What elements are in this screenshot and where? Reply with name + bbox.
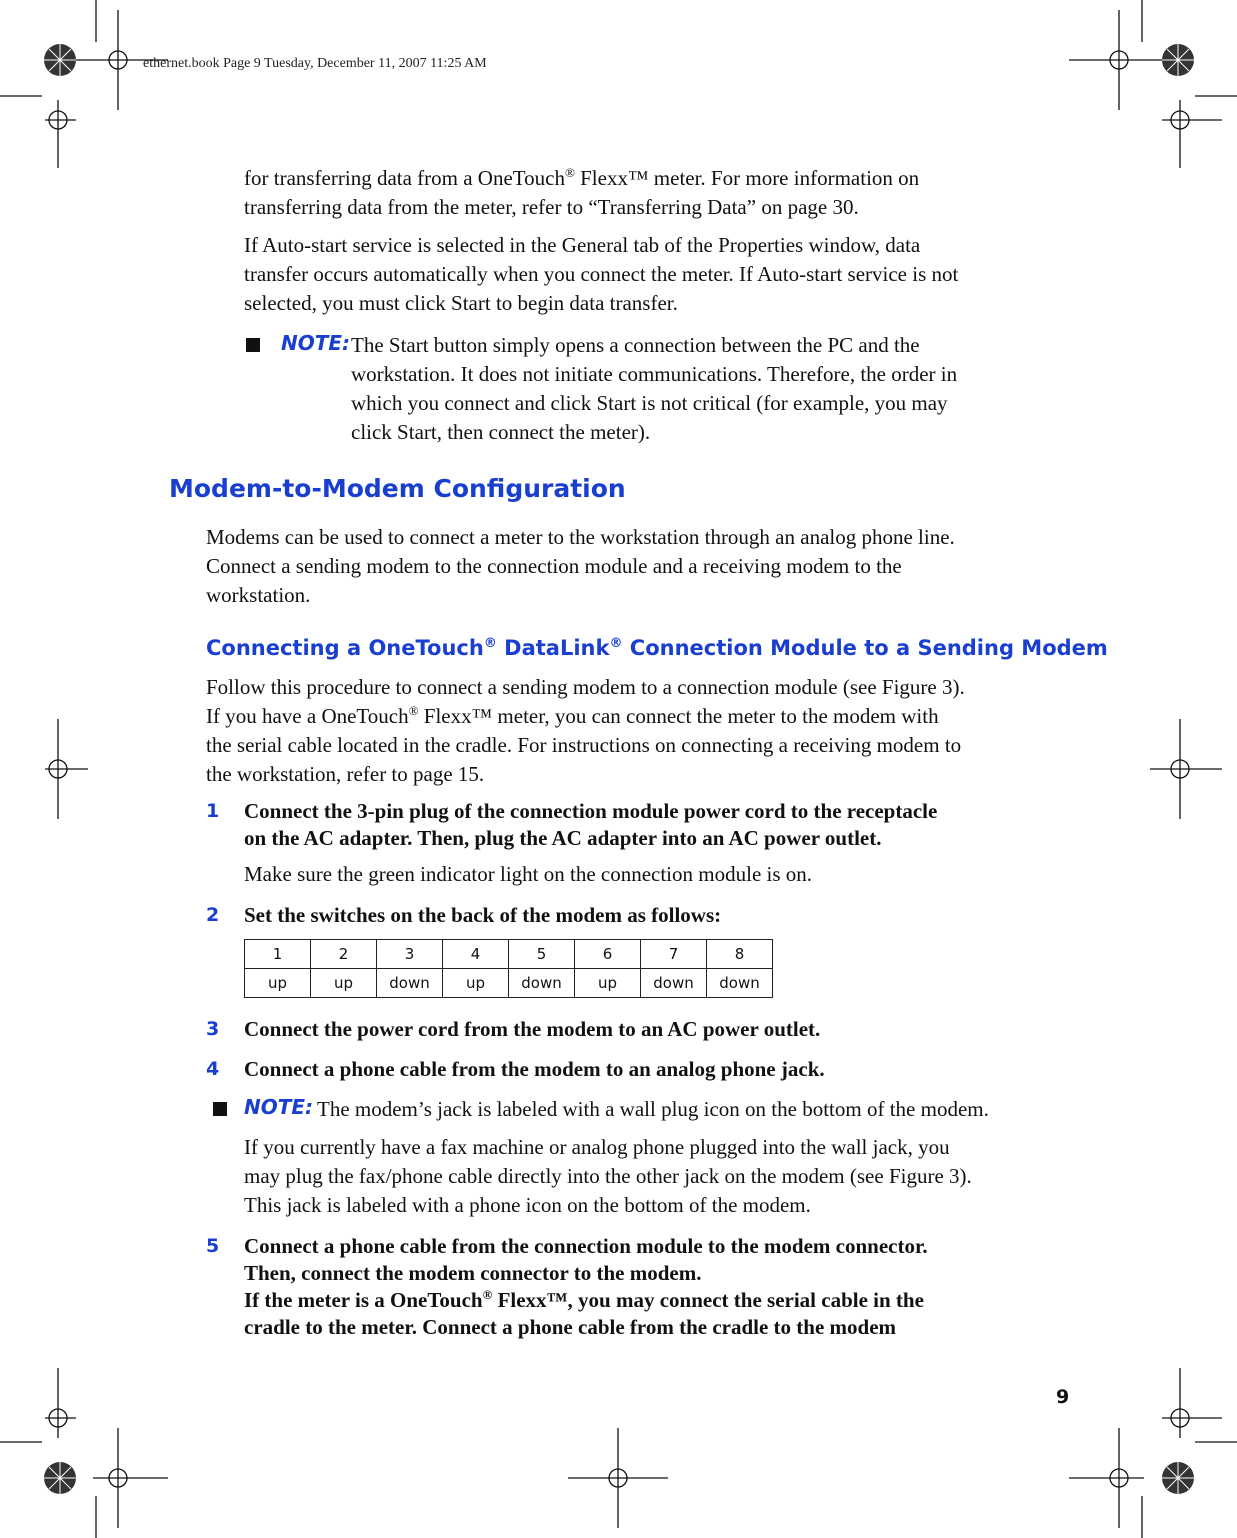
text-line: Connect the 3-pin plug of the connection module power cord to the receptacle	[244, 799, 938, 823]
step-number: 3	[206, 1018, 220, 1040]
table-cell: 2	[311, 940, 377, 969]
step-number: 1	[206, 800, 220, 822]
table-row	[245, 940, 773, 969]
note-bullet-icon	[246, 338, 260, 352]
note-bullet-icon	[213, 1102, 227, 1116]
text-line: Modems can be used to connect a meter to the workstation through an analog phone line.	[206, 525, 955, 549]
table-cell: down	[509, 969, 575, 998]
step-number: 5	[206, 1235, 220, 1257]
text-line: which you connect and click Start is not critical (for example, you may	[351, 391, 948, 415]
section-paragraph	[206, 523, 955, 610]
text-line: may plug the fax/phone cable directly into the other jack on the modem (see Figure 3).	[244, 1164, 972, 1188]
text-line: Connect a phone cable from the connection module to the modem connector.	[244, 1234, 928, 1258]
text-line: cradle to the meter. Connect a phone cable from the cradle to the modem	[244, 1315, 897, 1339]
table-cell: up	[245, 969, 311, 998]
text-line: the workstation, refer to page 15.	[206, 762, 485, 786]
step-1-text	[244, 798, 937, 852]
table-cell: 1	[245, 940, 311, 969]
text-line: on the AC adapter. Then, plug the AC adapter into an AC power outlet.	[244, 826, 882, 850]
text-line: The Start button simply opens a connection between the PC and the	[351, 333, 920, 357]
table-row	[245, 969, 773, 998]
note-1-text	[351, 331, 957, 447]
text-line: Connect a sending modem to the connection module and a receiving modem to the	[206, 554, 902, 578]
text-line: If Auto-start service is selected in the General tab of the Properties window, data	[244, 233, 921, 257]
text-line: selected, you must click Start to begin data transfer.	[244, 291, 678, 315]
table-cell: down	[641, 969, 707, 998]
subsection-paragraph	[206, 673, 965, 789]
note-label: NOTE:	[281, 331, 351, 355]
table-cell: down	[707, 969, 773, 998]
text-line: If the meter is a OneTouch® Flexx™, you may connect the serial cable in the	[244, 1287, 924, 1312]
step-number: 2	[206, 904, 220, 926]
text-line: transfer occurs automatically when you connect the meter. If Auto-start service is not	[244, 262, 959, 286]
step-3-text: Connect the power cord from the modem to an AC power outlet.	[244, 1017, 821, 1041]
text-line: If you have a OneTouch® Flexx™ meter, you can connect the meter to the modem with	[206, 703, 939, 728]
table-cell: up	[575, 969, 641, 998]
table-cell: down	[377, 969, 443, 998]
step-2-text: Set the switches on the back of the modem as follows:	[244, 903, 722, 927]
fax-paragraph	[244, 1133, 972, 1220]
text-line: This jack is labeled with a phone icon on the bottom of the modem.	[244, 1193, 811, 1217]
subsection-heading: Connecting a OneTouch® DataLink® Connection Module to a Sending Modem	[206, 636, 1108, 660]
text-line: workstation. It does not initiate communications. Therefore, the order in	[351, 362, 958, 386]
switch-settings-table	[244, 939, 773, 998]
intro-paragraph-2	[244, 231, 958, 318]
text-line: If you currently have a fax machine or analog phone plugged into the wall jack, you	[244, 1135, 950, 1159]
table-cell: 5	[509, 940, 575, 969]
header-stamp: ethernet.book Page 9 Tuesday, December 11, 2007 11:25 AM	[143, 56, 487, 71]
intro-paragraph-1	[244, 164, 919, 222]
step-number: 4	[206, 1058, 220, 1080]
note-2-text: The modem’s jack is labeled with a wall plug icon on the bottom of the modem.	[317, 1097, 989, 1121]
table-cell: up	[311, 969, 377, 998]
table-cell: 4	[443, 940, 509, 969]
table-cell: 8	[707, 940, 773, 969]
text-line: Then, connect the modem connector to the modem.	[244, 1261, 702, 1285]
text-line: for transferring data from a OneTouch® Flexx™ meter. For more information on	[244, 165, 920, 190]
step-5-text	[244, 1233, 928, 1341]
step-4-text: Connect a phone cable from the modem to an analog phone jack.	[244, 1057, 825, 1081]
table-cell: 7	[641, 940, 707, 969]
page-number: 9	[1056, 1386, 1070, 1408]
step-1-detail: Make sure the green indicator light on the connection module is on.	[244, 862, 813, 886]
table-cell: 3	[377, 940, 443, 969]
table-cell: 6	[575, 940, 641, 969]
text-line: transferring data from the meter, refer to “Transferring Data” on page 30.	[244, 195, 859, 219]
text-line: click Start, then connect the meter).	[351, 420, 651, 444]
section-heading: Modem-to-Modem Configuration	[169, 474, 626, 503]
text-line: the serial cable located in the cradle. For instructions on connecting a receiving modem to	[206, 733, 962, 757]
text-line: Follow this procedure to connect a sending modem to a connection module (see Figure 3).	[206, 675, 965, 699]
text-line: workstation.	[206, 583, 311, 607]
note-label: NOTE:	[244, 1095, 314, 1119]
table-cell: up	[443, 969, 509, 998]
